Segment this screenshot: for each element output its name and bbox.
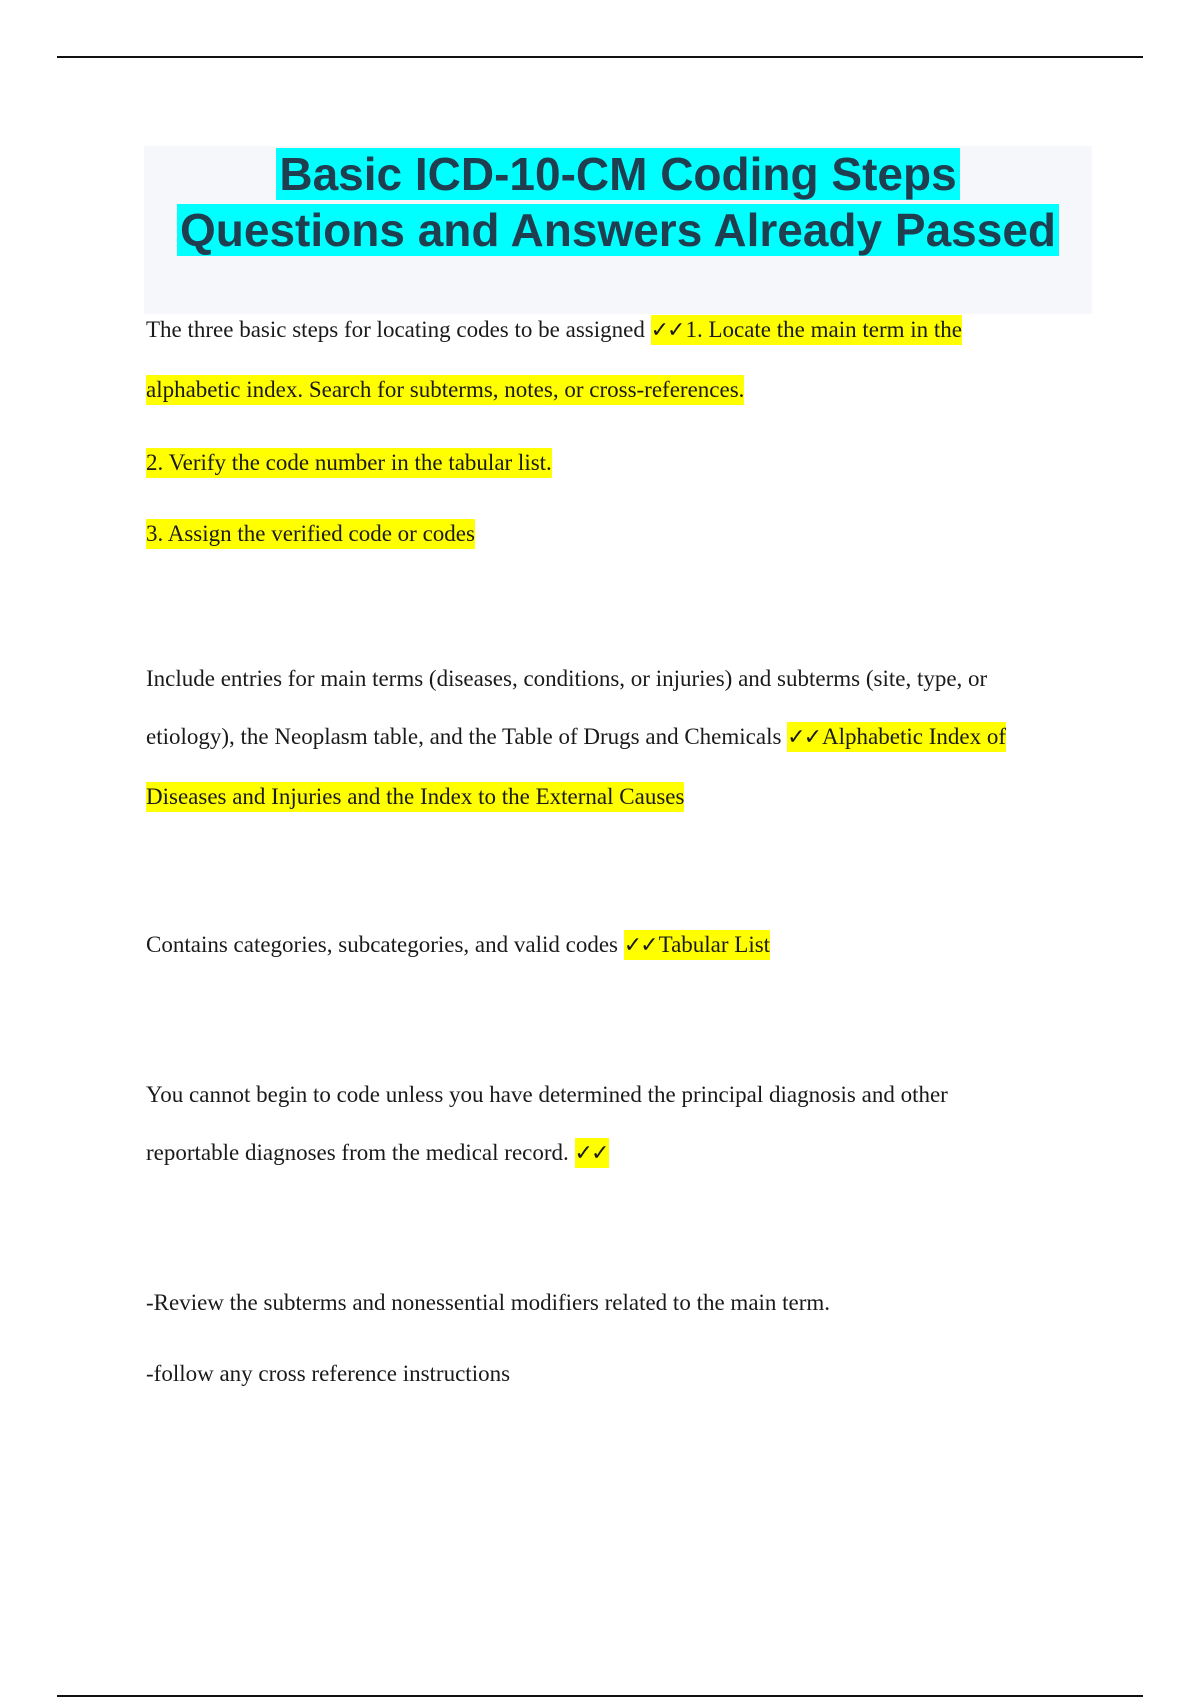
q3-answer-text: Tabular List <box>658 932 771 957</box>
q4-question-line-1: You cannot begin to code unless you have determined the principal diagnosis and other <box>146 1082 948 1107</box>
q4-line-2 <box>146 1138 609 1169</box>
top-rule <box>57 56 1143 58</box>
q2-answer-line-1: Alphabetic Index of <box>822 724 1006 749</box>
title-line-2: Questions and Answers Already Passed <box>177 204 1059 256</box>
q1-answer-line-2: alphabetic index. Search for subterms, notes, or cross-references. <box>146 375 744 405</box>
bottom-rule <box>57 1695 1143 1697</box>
q3-line-1 <box>146 930 770 961</box>
q3-answer <box>624 930 770 960</box>
double-check-icon: ✓✓ <box>650 318 684 343</box>
q2-line-3 <box>146 782 684 812</box>
double-check-icon: ✓✓ <box>623 933 657 958</box>
q1-answer-line-1: 1. Locate the main term in the <box>685 317 962 342</box>
q2-line-2 <box>146 722 1006 753</box>
q2-question-line-2: etiology), the Neoplasm table, and the Table of Drugs and Chemicals <box>146 724 782 749</box>
q5-text-line-2: -follow any cross reference instructions <box>146 1361 511 1386</box>
q1-step-3 <box>146 519 475 549</box>
q1-answer-start <box>651 315 962 345</box>
q2-answer-start <box>787 722 1006 752</box>
q1-step-2-text: 2. Verify the code number in the tabular list. <box>146 448 552 478</box>
q1-question: The three basic steps for locating codes to be assigned <box>146 317 645 342</box>
double-check-icon: ✓✓ <box>574 1141 608 1166</box>
q5-line-1 <box>146 1288 830 1318</box>
q3-question: Contains categories, subcategories, and valid codes <box>146 932 618 957</box>
q1-step-3-text: 3. Assign the verified code or codes <box>146 519 475 549</box>
q2-question-line-1: Include entries for main terms (diseases, conditions, or injuries) and subterms (site, type, or <box>146 666 988 691</box>
q2-answer-line-2: Diseases and Injuries and the Index to the External Causes <box>146 782 684 812</box>
q4-answer <box>575 1138 610 1168</box>
q1-step-2 <box>146 448 552 478</box>
q1-line-1 <box>146 315 962 346</box>
q4-line-1 <box>146 1080 948 1110</box>
q1-line-2 <box>146 375 744 405</box>
q5-line-2 <box>146 1359 510 1389</box>
q2-line-1 <box>146 664 987 694</box>
double-check-icon: ✓✓ <box>787 725 821 750</box>
q5-text-line-1: -Review the subterms and nonessential modifiers related to the main term. <box>146 1290 831 1315</box>
title-line-1: Basic ICD-10-CM Coding Steps <box>276 148 959 200</box>
document-title <box>144 146 1092 258</box>
q4-question-line-2: reportable diagnoses from the medical record. <box>146 1140 569 1165</box>
